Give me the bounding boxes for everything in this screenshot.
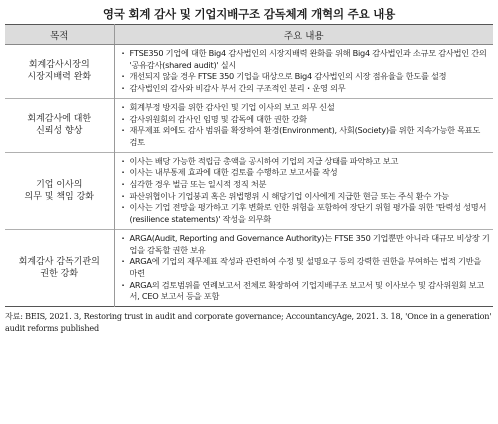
list-item: · 회계부정 방지를 위한 감사인 및 기업 이사의 보고 의무 신설	[121, 102, 491, 114]
list-item: · ARGA의 검토범위를 연례보고서 전체로 확장하여 기업지배구조 보고서 및 이사보수 및 감사위원회 보고서, CEO 보고서 등을 포함	[121, 280, 491, 303]
reform-table	[5, 24, 493, 307]
row-contents	[114, 152, 493, 229]
source-note: 자료: BEIS, 2021. 3, Restoring trust in audit and corporate governance; AccountancyAge, 2021. 3. 18, 'Once in a generation' audit reforms published	[5, 311, 492, 333]
list-item: · 이사는 배당 가능한 적립금 총액을 공시하여 기업의 지급 상태를 파악하고 보고	[121, 156, 491, 168]
list-item: · ARGA(Audit, Reporting and Governance Authority)는 FTSE 350 기업뿐만 아니라 대규모 비상장 기업을 감독할 권한 보유	[121, 233, 491, 256]
table-title: 영국 회계 감사 및 기업지배구조 감독체계 개혁의 주요 내용	[102, 7, 396, 21]
list-item: · 감사위원회의 감사인 임명 및 감독에 대한 권한 강화	[121, 114, 491, 126]
list-item: · 파산위협이나 기업붕괴 혹은 위법행위 시 해당기업 이사에게 지급한 현금 또는 주식 환수 가능	[121, 191, 491, 203]
row-category: 회계감사시장의 시장지배력 완화	[5, 45, 114, 99]
table-row	[5, 152, 493, 229]
row-category: 기업 이사의 의무 및 책임 강화	[5, 152, 114, 229]
row-category: 회계감사 감독기관의 권한 강화	[5, 229, 114, 306]
header-purpose: 목적	[5, 25, 114, 45]
header-contents: 주요 내용	[114, 25, 493, 45]
table-header-row	[5, 25, 493, 45]
row-contents	[114, 45, 493, 99]
list-item: · 감사법인의 감사와 비감사 부서 간의 구조적인 분리・운영 의무	[121, 83, 491, 95]
row-category: 회계감사에 대한 신뢰성 향상	[5, 98, 114, 152]
list-item: · FTSE350 기업에 대한 Big4 감사법인의 시장지배력 완화를 위해 Big4 감사법인과 소규모 감사법인 간의 '공유감사(shared audit)' 실시	[121, 48, 491, 71]
table-row	[5, 98, 493, 152]
row-contents	[114, 229, 493, 306]
list-item: · 이사는 내부통제 효과에 대한 검토를 수행하고 보고서를 작성	[121, 167, 491, 179]
row-contents	[114, 98, 493, 152]
list-item: · 이사는 기업 전망을 평가하고 기후 변화로 인한 위험을 포함하여 장단기 위험 평가를 위한 '탄력성 성명서(resilience statements)' 작성을 의무화	[121, 202, 491, 225]
list-item: · 개선되지 않을 경우 FTSE 350 기업을 대상으로 Big4 감사법인의 시장 점유율을 한도를 설정	[121, 71, 491, 83]
list-item: · 심각한 경우 벌금 또는 일시적 정직 처분	[121, 179, 491, 191]
table-row	[5, 45, 493, 99]
table-row	[5, 229, 493, 306]
list-item: · 재무제표 외에도 감사 범위를 확장하여 환경(Environment), 사회(Society)를 위한 지속가능한 목표도 검토	[121, 125, 491, 148]
list-item: · ARGA에 기업의 재무제표 작성과 관련하여 수정 및 설명요구 등의 강력한 권한을 부여하는 법적 기반을 마련	[121, 256, 491, 279]
